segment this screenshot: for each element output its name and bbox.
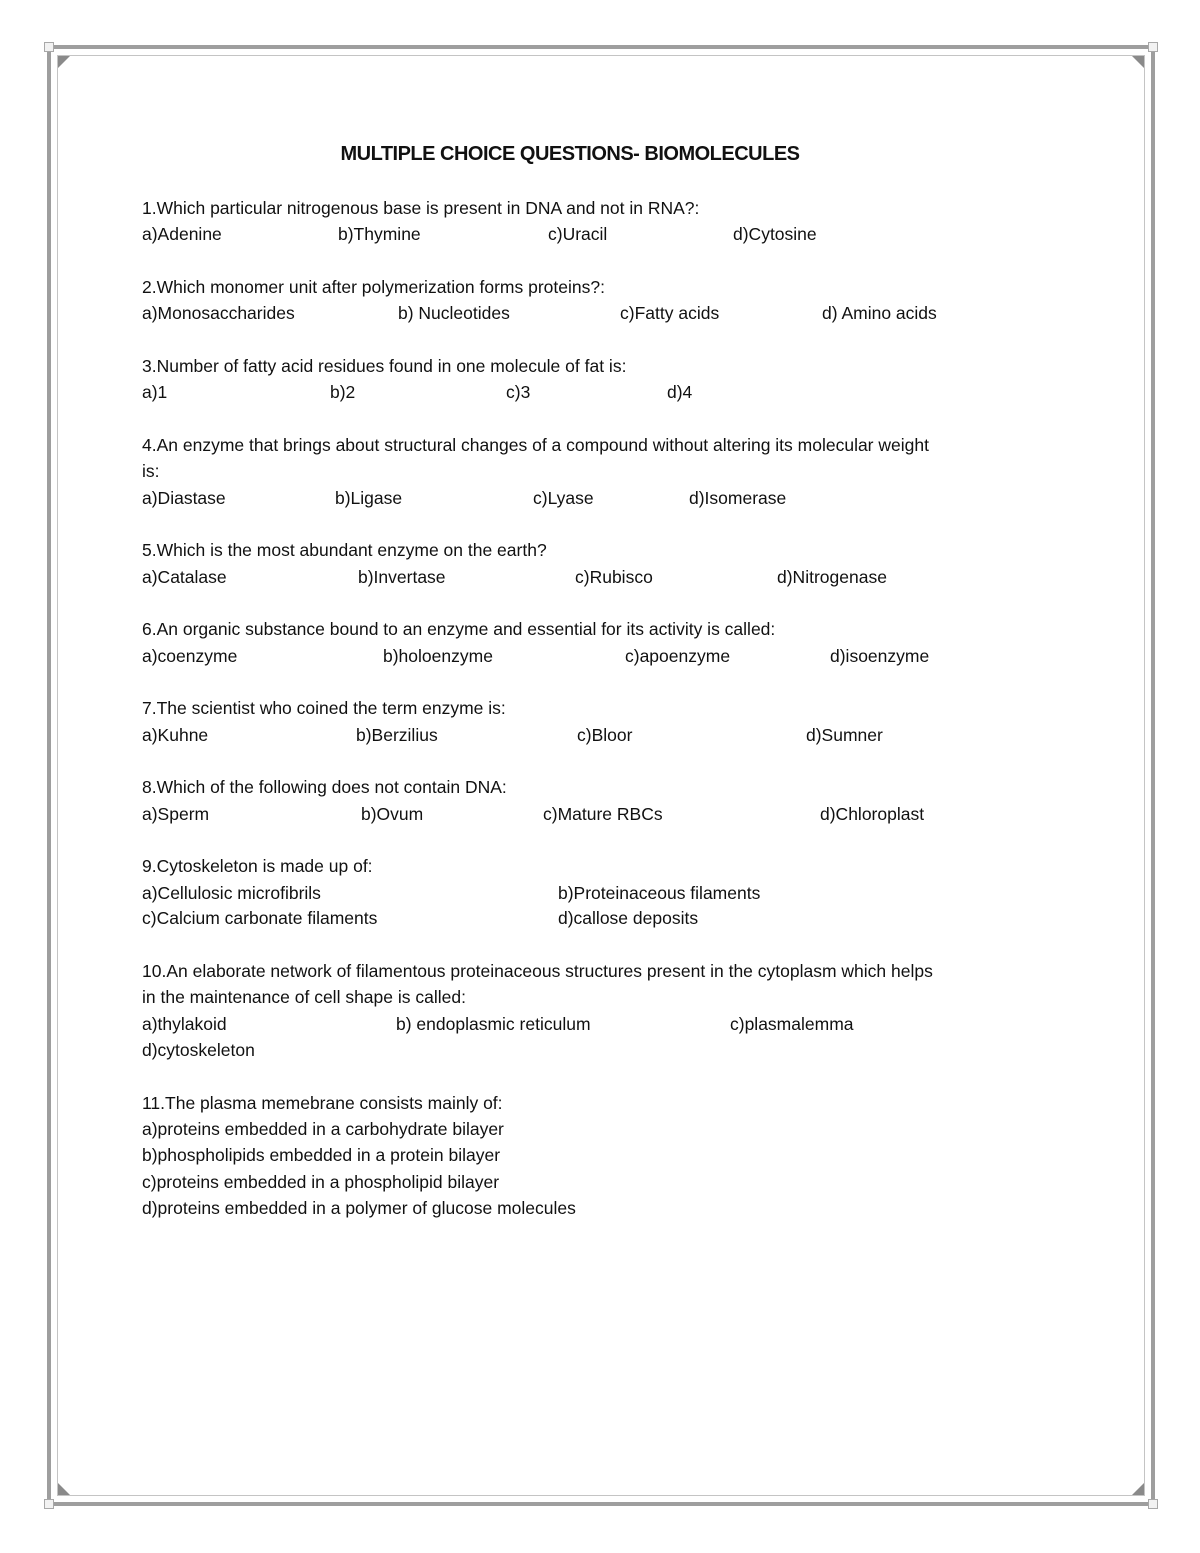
question-5-stem: 5.Which is the most abundant enzyme on the earth? (142, 540, 547, 560)
option-5b: b)Invertase (358, 567, 446, 587)
option-7c: c)Bloor (577, 725, 633, 745)
option-11d: d)proteins embedded in a polymer of glucose molecules (142, 1198, 576, 1218)
question-4-stem: 4.An enzyme that brings about structural changes of a compound without altering its molecular weight (142, 435, 929, 455)
option-2d: d) Amino acids (822, 303, 937, 323)
option-1d: d)Cytosine (733, 224, 817, 244)
option-3a: a)1 (142, 382, 168, 402)
question-7-stem: 7.The scientist who coined the term enzyme is: (142, 698, 506, 718)
border-nub (44, 1499, 54, 1509)
question-10-stem-cont: in the maintenance of cell shape is called: (142, 987, 466, 1007)
option-10b: b) endoplasmic reticulum (396, 1014, 591, 1034)
option-9a: a)Cellulosic microfibrils (142, 883, 321, 903)
option-10c: c)plasmalemma (730, 1014, 854, 1034)
option-11a: a)proteins embedded in a carbohydrate bilayer (142, 1119, 504, 1139)
question-2-stem: 2.Which monomer unit after polymerization forms proteins?: (142, 277, 605, 297)
option-2c: c)Fatty acids (620, 303, 720, 323)
option-6b: b)holoenzyme (383, 646, 493, 666)
question-6-stem: 6.An organic substance bound to an enzyme and essential for its activity is called: (142, 619, 776, 639)
border-nub (1148, 1499, 1158, 1509)
option-9d: d)callose deposits (558, 908, 699, 928)
question-11-stem: 11.The plasma memebrane consists mainly of: (142, 1093, 503, 1113)
option-1c: c)Uracil (548, 224, 608, 244)
option-6a: a)coenzyme (142, 646, 238, 666)
option-7b: b)Berzilius (356, 725, 438, 745)
option-8d: d)Chloroplast (820, 804, 925, 824)
corner-ornament (1132, 56, 1144, 68)
corner-ornament (1132, 1483, 1144, 1495)
option-3b: b)2 (330, 382, 356, 402)
option-1b: b)Thymine (338, 224, 421, 244)
option-11c: c)proteins embedded in a phospholipid bilayer (142, 1172, 500, 1192)
option-3c: c)3 (506, 382, 531, 402)
option-6d: d)isoenzyme (830, 646, 930, 666)
option-10a: a)thylakoid (142, 1014, 227, 1034)
option-9b: b)Proteinaceous filaments (558, 883, 761, 903)
option-9c: c)Calcium carbonate filaments (142, 908, 378, 928)
question-9-stem: 9.Cytoskeleton is made up of: (142, 856, 373, 876)
question-10-stem: 10.An elaborate network of filamentous proteinaceous structures present in the cytoplasm which helps (142, 961, 933, 981)
option-5d: d)Nitrogenase (777, 567, 887, 587)
option-10d: d)cytoskeleton (142, 1040, 255, 1060)
question-8-stem: 8.Which of the following does not contain DNA: (142, 777, 507, 797)
corner-ornament (58, 56, 70, 68)
question-4-stem-cont: is: (142, 461, 160, 481)
option-8c: c)Mature RBCs (543, 804, 663, 824)
option-1a: a)Adenine (142, 224, 222, 244)
option-4b: b)Ligase (335, 488, 403, 508)
option-7d: d)Sumner (806, 725, 883, 745)
question-1-stem: 1.Which particular nitrogenous base is present in DNA and not in RNA?: (142, 198, 700, 218)
option-6c: c)apoenzyme (625, 646, 731, 666)
option-8b: b)Ovum (361, 804, 424, 824)
option-3d: d)4 (667, 382, 693, 402)
option-4a: a)Diastase (142, 488, 226, 508)
option-11b: b)phospholipids embedded in a protein bilayer (142, 1145, 501, 1165)
border-nub (1148, 42, 1158, 52)
option-8a: a)Sperm (142, 804, 210, 824)
border-nub (44, 42, 54, 52)
option-5a: a)Catalase (142, 567, 227, 587)
option-5c: c)Rubisco (575, 567, 653, 587)
option-7a: a)Kuhne (142, 725, 209, 745)
option-2a: a)Monosaccharides (142, 303, 295, 323)
corner-ornament (58, 1483, 70, 1495)
option-2b: b) Nucleotides (398, 303, 510, 323)
page-title: MULTIPLE CHOICE QUESTIONS- BIOMOLECULES (340, 143, 800, 165)
option-4c: c)Lyase (533, 488, 594, 508)
option-4d: d)Isomerase (689, 488, 787, 508)
question-3-stem: 3.Number of fatty acid residues found in one molecule of fat is: (142, 356, 627, 376)
